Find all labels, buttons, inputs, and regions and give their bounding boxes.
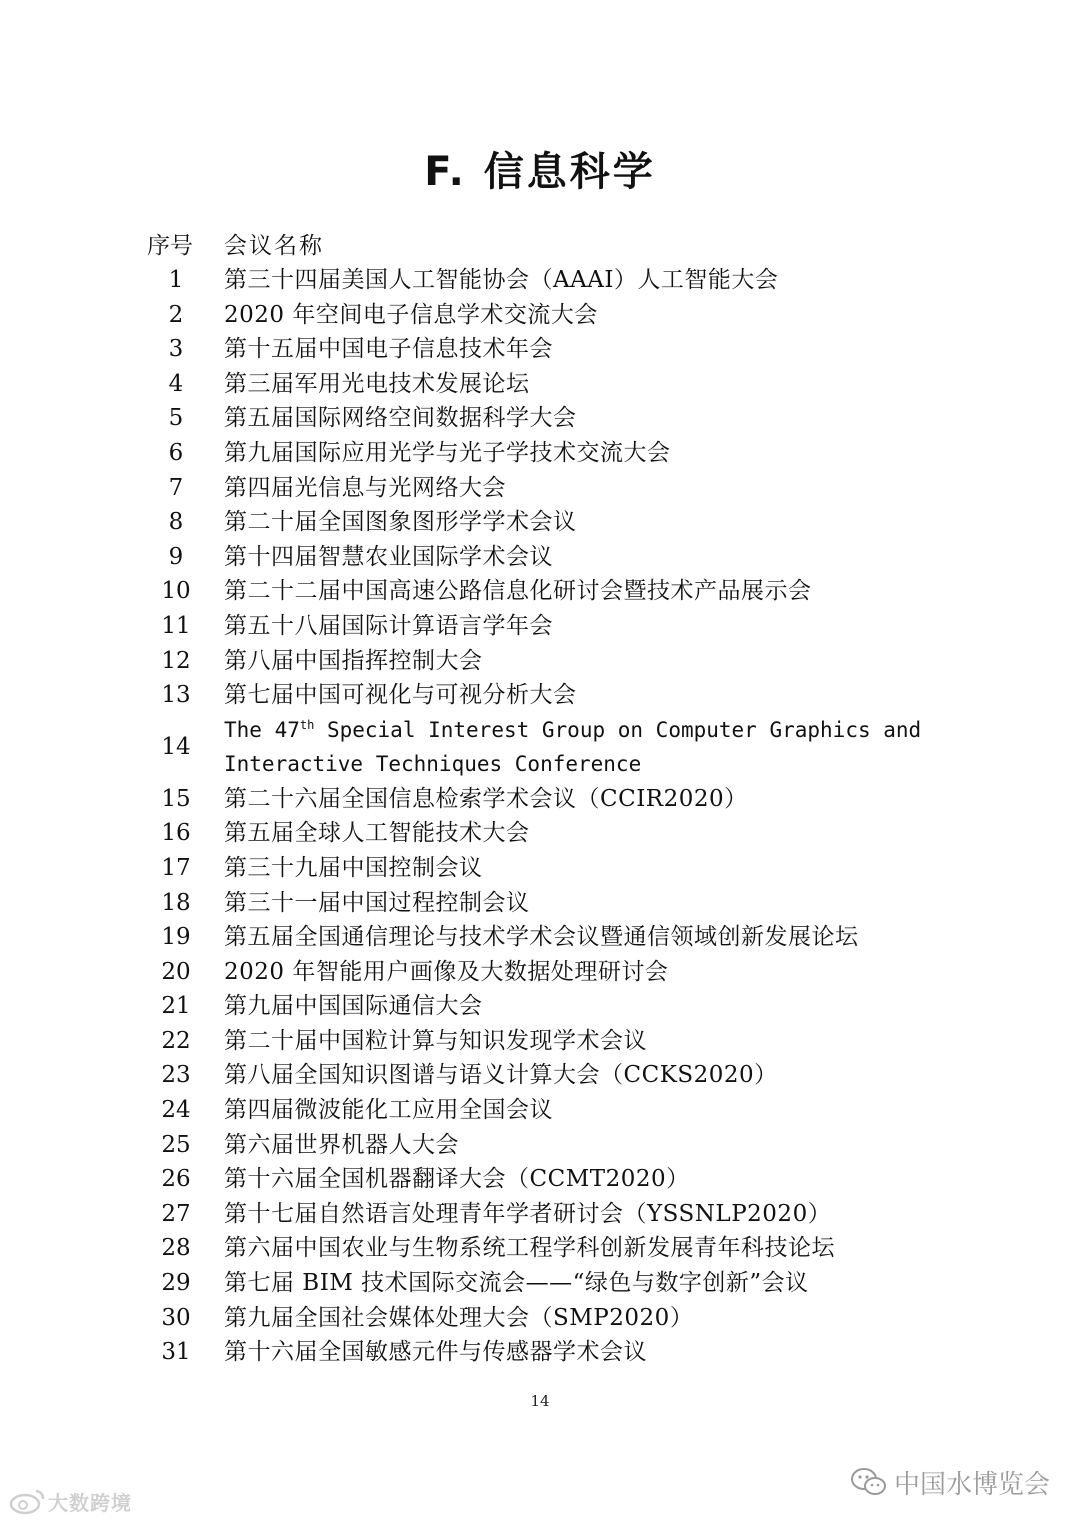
row-number: 12 [161,647,191,674]
conference-name: 第三十四届美国人工智能协会（AAAI）人工智能大会 [224,267,779,293]
row-number: 16 [161,820,191,847]
page-number: 14 [530,1392,550,1410]
table-row [0,713,1080,782]
row-number: 31 [161,1339,191,1366]
row-number: 25 [161,1131,191,1158]
sina-weibo-icon [8,1486,48,1516]
row-number: 8 [168,509,184,536]
conference-name: 第九届国际应用光学与光子学技术交流大会 [224,439,671,466]
conference-name: 2020 年空间电子信息学术交流大会 [224,301,598,328]
conference-name: 第七届 BIM 技术国际交流会——“绿色与数字创新”会议 [224,1270,809,1297]
watermark-left-text: 大数跨境 [48,1490,132,1515]
conference-name-part: Special Interest Group on Computer Graphics and Interactive Techniques Conference [224,717,922,777]
conference-name: 第四届光信息与光网络大会 [224,474,506,501]
table-row [0,367,1080,402]
row-number: 29 [161,1270,191,1297]
table-row [0,505,1080,540]
table-row [0,609,1080,644]
conference-name: 第四届微波能化工应用全国会议 [224,1097,553,1124]
row-number: 9 [168,543,184,570]
row-number: 22 [161,1027,191,1054]
table-row [0,920,1080,955]
conference-name: 第五十八届国际计算语言学年会 [224,612,553,639]
row-number: 1 [168,267,184,293]
table-row [0,436,1080,471]
table-row [0,1266,1080,1301]
table-row [0,851,1080,886]
row-number: 21 [161,993,191,1020]
conference-name: 第二十六届全国信息检索学术会议（CCIR2020） [224,785,748,812]
conference-name: 第十七届自然语言处理青年学者研讨会（YSSNLP2020） [224,1200,832,1227]
conference-name: 第二十届中国粒计算与知识发现学术会议 [224,1027,647,1054]
table-row [0,401,1080,436]
row-number: 17 [161,854,191,881]
table-row [0,1024,1080,1059]
row-number: 24 [161,1097,191,1124]
table-row [0,989,1080,1024]
row-number: 19 [161,924,191,951]
conference-name: 第十六届全国机器翻译大会（CCMT2020） [224,1166,690,1193]
conference-name: 2020 年智能用户画像及大数据处理研讨会 [224,958,669,985]
conference-name: 第八届中国指挥控制大会 [224,647,483,674]
table-row [0,644,1080,679]
table-row [0,1335,1080,1370]
row-number: 23 [161,1062,191,1089]
row-number: 7 [168,474,184,501]
table-row [0,1093,1080,1128]
row-number: 18 [161,889,191,916]
table-row [0,1231,1080,1266]
row-number: 4 [168,370,184,397]
conference-name: 第二十二届中国高速公路信息化研讨会暨技术产品展示会 [224,578,812,605]
conference-name: 第七届中国可视化与可视分析大会 [224,682,577,709]
header-conference-name: 会议名称 [224,233,324,259]
conference-name: 第八届全国知识图谱与语义计算大会（CCKS2020） [224,1062,778,1089]
row-number: 5 [168,405,184,432]
wechat-icon [850,1466,888,1498]
row-number: 30 [161,1304,191,1331]
conference-name: 第十五届中国电子信息技术年会 [224,336,553,363]
conference-name [224,713,944,782]
row-number: 27 [161,1200,191,1227]
table-row [0,1197,1080,1232]
page-title: F. 信息科学 [424,149,656,195]
row-number: 28 [161,1235,191,1262]
conference-name: 第十四届智慧农业国际学术会议 [224,543,553,570]
row-number: 13 [161,682,191,709]
conference-name: 第六届中国农业与生物系统工程学科创新发展青年科技论坛 [224,1235,835,1262]
table-row [0,1058,1080,1093]
conference-name: 第十六届全国敏感元件与传感器学术会议 [224,1339,647,1366]
table-row [0,782,1080,817]
row-number: 6 [168,439,184,466]
table-row [0,471,1080,506]
conference-name: 第九届全国社会媒体处理大会（SMP2020） [224,1304,694,1331]
row-number: 11 [161,612,191,639]
conference-name: 第六届世界机器人大会 [224,1131,459,1158]
table-row [0,574,1080,609]
watermark-right [850,1462,1050,1502]
table-row [0,1301,1080,1336]
table-row [0,816,1080,851]
row-number: 20 [161,958,191,985]
table-row [0,955,1080,990]
conference-name: 第三届军用光电技术发展论坛 [224,370,530,397]
table-row [0,1162,1080,1197]
table-row [0,1128,1080,1163]
row-number: 2 [168,301,184,328]
table-header [0,229,1080,263]
conference-name: 第九届中国国际通信大会 [224,993,483,1020]
row-number: 26 [161,1166,191,1193]
row-number: 3 [168,336,184,363]
conference-list [0,263,1080,1370]
table-row [0,886,1080,921]
table-row [0,540,1080,575]
table-row [0,332,1080,367]
conference-name: 第五届国际网络空间数据科学大会 [224,405,577,432]
row-number: 15 [161,785,191,812]
table-row [0,298,1080,333]
ordinal-suffix: th [299,717,315,732]
row-number: 14 [161,733,191,760]
header-number: 序号 [147,233,193,259]
row-number: 10 [161,578,191,605]
table-row [0,263,1080,298]
watermark-left [8,1484,132,1518]
conference-name: 第二十届全国图象图形学学术会议 [224,509,577,536]
conference-name-part: The 47 [224,717,300,742]
conference-name: 第三十一届中国过程控制会议 [224,889,530,916]
watermark-right-text: 中国水博览会 [893,1469,1050,1500]
conference-name: 第五届全球人工智能技术大会 [224,820,530,847]
conference-name: 第五届全国通信理论与技术学术会议暨通信领域创新发展论坛 [224,924,859,951]
table-row [0,678,1080,713]
conference-name: 第三十九届中国控制会议 [224,854,483,881]
